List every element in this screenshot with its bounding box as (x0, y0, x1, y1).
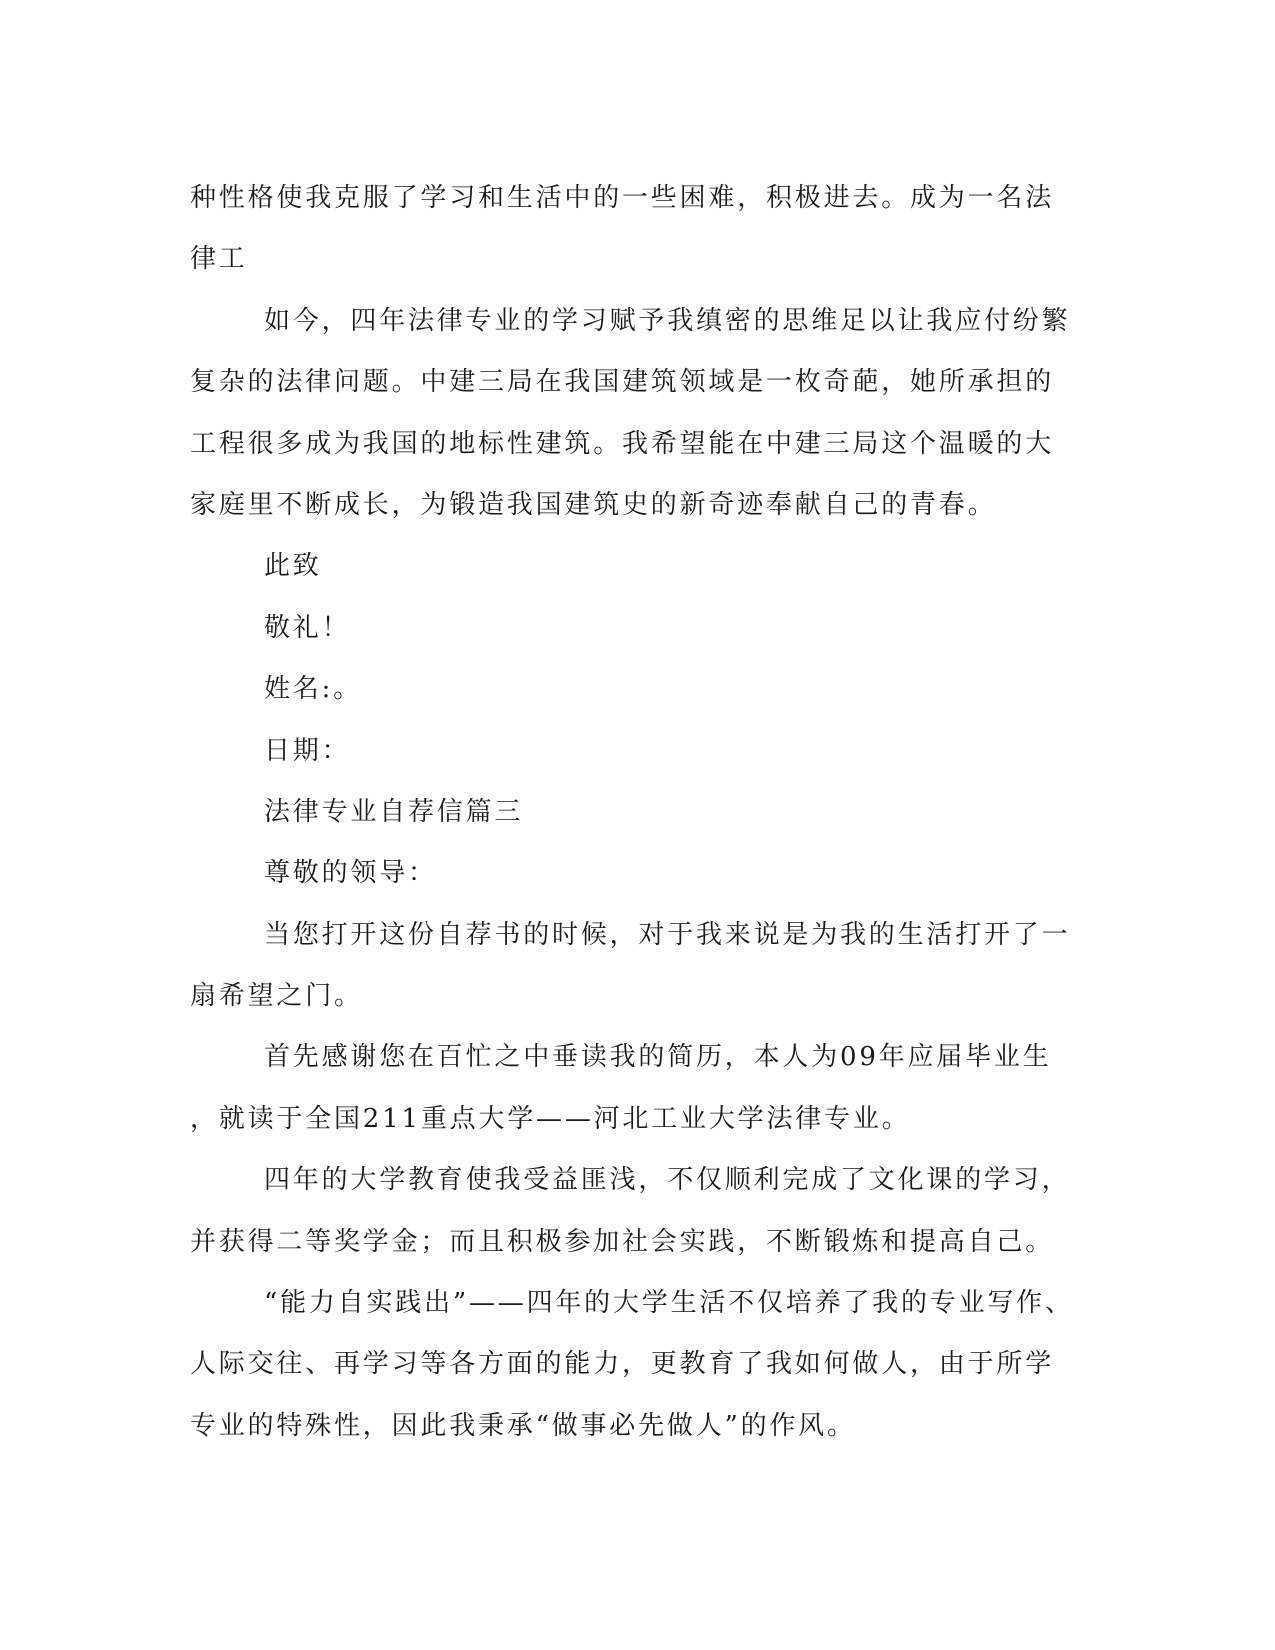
name-field-label: 姓名:。 (264, 674, 362, 705)
text-line: 如今，四年法律专业的学习赋予我缜密的思维足以让我应付纷繁 (264, 305, 1071, 336)
text-line: “能力自实践出”——四年的大学生活不仅培养了我的专业写作、 (264, 1288, 1074, 1319)
text-line: 律工 (190, 244, 248, 275)
closing-salutation: 此致 (264, 551, 322, 582)
text-line: ，就读于全国211重点大学——河北工业大学法律专业。 (190, 1103, 911, 1134)
text-line: 四年的大学教育使我受益匪浅，不仅顺利完成了文化课的学习， (264, 1165, 1071, 1196)
closing-regards: 敬礼！ (264, 612, 351, 643)
text-line: 并获得二等奖学金；而且积极参加社会实践，不断锻炼和提高自己。 (190, 1226, 1055, 1257)
text-line: 种性格使我克服了学习和生活中的一些困难，积极进去。成为一名法 (190, 183, 1055, 213)
document-body (190, 168, 1074, 1457)
date-field-label: 日期： (264, 735, 351, 766)
text-line: 人际交往、再学习等各方面的能力，更教育了我如何做人，由于所学 (190, 1349, 1055, 1380)
text-line: 当您打开这份自荐书的时候，对于我来说是为我的生活打开了一 (264, 919, 1071, 950)
text-line: 专业的特殊性，因此我秉承“做事必先做人”的作风。 (190, 1410, 856, 1441)
text-line: 工程很多成为我国的地标性建筑。我希望能在中建三局这个温暖的大 (190, 428, 1055, 459)
text-line: 家庭里不断成长，为锻造我国建筑史的新奇迹奉献自己的青春。 (190, 489, 997, 520)
greeting: 尊敬的领导： (264, 858, 437, 889)
text-line: 首先感谢您在百忙之中垂读我的简历，本人为09年应届毕业生 (264, 1042, 1052, 1073)
section-heading: 法律专业自荐信篇三 (264, 796, 524, 827)
text-line: 扇希望之门。 (190, 981, 363, 1012)
text-line: 复杂的法律问题。中建三局在我国建筑领域是一枚奇葩，她所承担的 (190, 367, 1055, 398)
